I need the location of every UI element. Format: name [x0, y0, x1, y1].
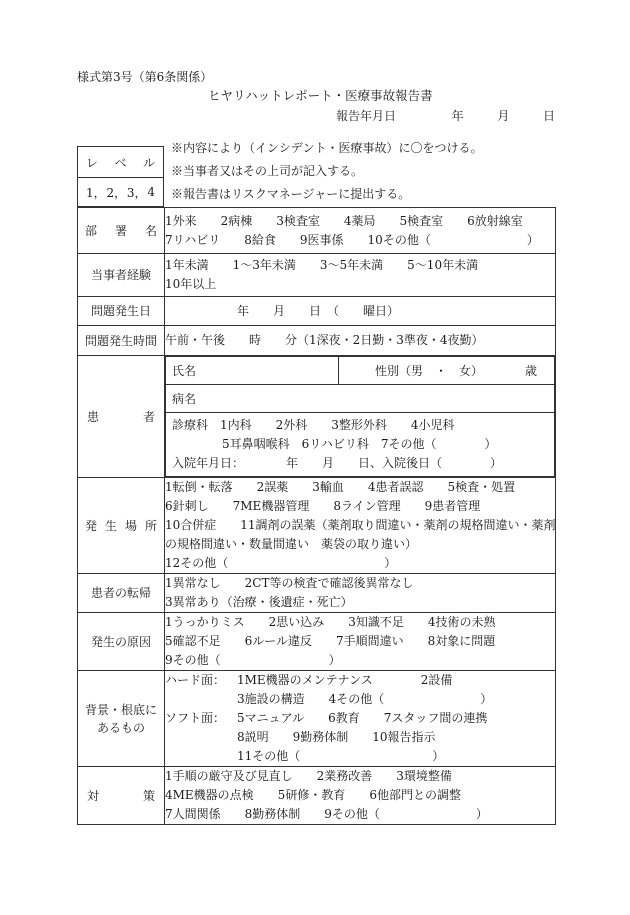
- row-experience: [78, 254, 556, 297]
- label-cause: 発生の原因: [78, 613, 165, 671]
- hard-label: ハード面：: [165, 673, 226, 687]
- row-time: [78, 326, 556, 356]
- row-department: [78, 208, 556, 254]
- note-incident: ※内容により（インシデント・医療事故）に〇をつける。: [171, 141, 483, 155]
- level-box: [77, 146, 164, 207]
- report-date-month: 月: [497, 109, 510, 123]
- time-field[interactable]: 午前・午後 時 分（1深夜・2日勤・3準夜・4夜勤）: [165, 326, 556, 356]
- label-location: 発 生 場 所: [78, 478, 165, 574]
- form-number: 様式第3号（第6条関係）: [77, 70, 213, 84]
- label-background: 背景・根底に あるもの: [78, 671, 165, 767]
- row-countermeasure: [78, 767, 556, 825]
- report-table: [77, 207, 556, 825]
- patient-clinic-options[interactable]: 診療科 1内科 2外科 3整形外科 4小児科 5耳鼻咽喉科 6リハビリ科 7その他（ ） 入院年月日： 年 月 日、入院後日（ ）: [166, 413, 555, 477]
- level-label: レ ベ ル: [78, 147, 163, 178]
- report-date-year: 年: [451, 109, 464, 123]
- label-department: 部 署 名: [78, 208, 165, 254]
- countermeasure-options[interactable]: 1手順の厳守及び見直し 2業務改善 3環境整備 4ME機器の点検 5研修・教育 6他部門との調整 7人間関係 8勤務体制 9その他（ ）: [165, 767, 556, 825]
- row-background: [78, 671, 556, 767]
- row-cause: [78, 613, 556, 671]
- row-location: [78, 478, 556, 574]
- label-experience: 当事者経験: [78, 254, 165, 297]
- label-countermeasure: 対 策: [78, 767, 165, 825]
- experience-options[interactable]: 1年未満 1～3年未満 3～5年未満 5～10年未満 10年以上: [165, 254, 556, 297]
- department-options[interactable]: 1外来 2病棟 3検査室 4薬局 5検査室 6放射線室 7リハビリ 8給食 9医事係 10その他（ ）: [165, 208, 556, 254]
- label-date: 問題発生日: [78, 297, 165, 326]
- cause-options[interactable]: 1うっかりミス 2思い込み 3知識不足 4技術の未熟 5確認不足 6ルール違反 7手順間違い 8対象に問題 9その他（ ）: [165, 613, 556, 671]
- date-field[interactable]: 年 月 日 （ 曜日）: [165, 297, 556, 326]
- patient-admission-field: 入院年月日： 年 月 日、入院後日（ ）: [172, 456, 503, 470]
- label-time: 問題発生時間: [78, 326, 165, 356]
- soft-label: ソフト面：: [165, 711, 226, 725]
- patient-name-field[interactable]: 氏名: [166, 357, 339, 385]
- report-date-label: 報告年月日: [336, 109, 397, 123]
- background-options[interactable]: ハード面： 1ME機器のメンテナンス 2設備 3施設の構造 4その他（ ） ソフト面： 5マニュアル 6教育 7スタッフ間の連携 8説明 9勤務体制 10報告指示 11その他（ ）: [165, 671, 556, 767]
- patient-sex-age-field[interactable]: 性別（男 ・ 女） 歳: [339, 357, 555, 385]
- note-reporter: ※当事者又はその上司が記入する。: [171, 164, 364, 178]
- row-patient: [78, 356, 556, 478]
- form-title: ヒヤリハットレポート・医療事故報告書: [208, 88, 433, 103]
- label-patient: 患 者: [78, 356, 165, 478]
- report-date-day: 日: [543, 109, 556, 123]
- note-submission: ※報告書はリスクマネージャーに提出する。: [171, 187, 411, 201]
- level-values[interactable]: 1， 2， 3， 4: [86, 185, 155, 200]
- label-outcome: 患者の転帰: [78, 574, 165, 613]
- location-options[interactable]: 1転倒・転落 2誤薬 3輸血 4患者誤認 5検査・処置 6針刺し 7ME機器管理 8ライン管理 9患者管理 10合併症 11調剤の誤薬（薬剤取り間違い・薬剤の規格間違い・薬剤 の規格間違い・数量間違い 薬袋の取り違い） 12その他（ ）: [165, 478, 556, 574]
- report-date: [336, 107, 555, 124]
- outcome-options[interactable]: 1異常なし 2CT等の検査で確認後異常なし 3異常あり（治療・後遺症・死亡）: [165, 574, 556, 613]
- patient-details: [165, 356, 556, 478]
- row-outcome: [78, 574, 556, 613]
- row-date: [78, 297, 556, 326]
- patient-disease-field[interactable]: 病名: [166, 385, 555, 413]
